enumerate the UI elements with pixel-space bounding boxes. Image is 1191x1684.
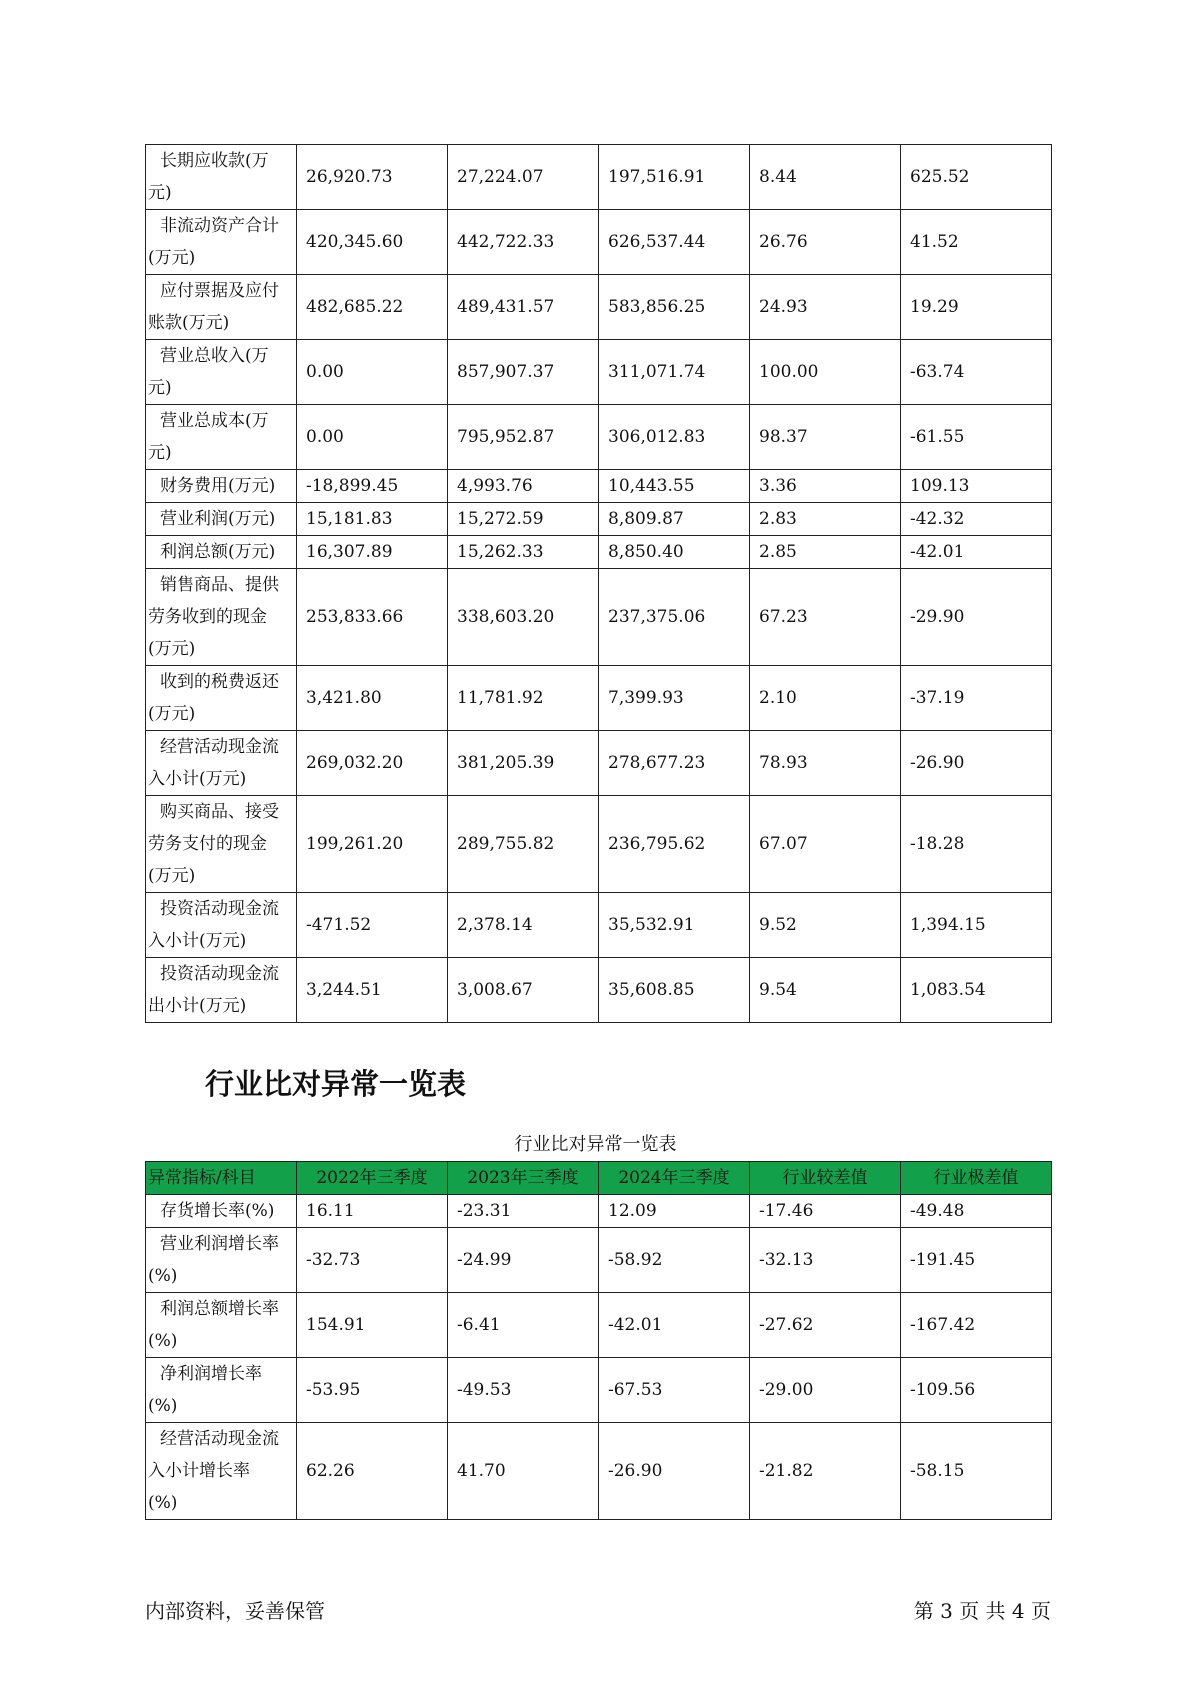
table-cell: 289,755.82 [448,796,599,893]
table-cell: 278,677.23 [599,731,750,796]
table-cell: -18,899.45 [297,470,448,503]
table-cell: -29.90 [901,569,1052,666]
table-cell: -18.28 [901,796,1052,893]
row-label-line: 营业总成本(万 [160,411,269,431]
table-cell: -6.41 [448,1293,599,1358]
table-row [146,666,1052,731]
row-label [146,1293,297,1358]
row-label-line: 账款(万元) [148,313,230,333]
table-cell: 98.37 [750,405,901,470]
table-row [146,1423,1052,1520]
table-cell: 2,378.14 [448,893,599,958]
table-cell: 27,224.07 [448,145,599,210]
table-cell: 26,920.73 [297,145,448,210]
row-label [146,1228,297,1293]
table-cell: 35,608.85 [599,958,750,1023]
table-cell: 16,307.89 [297,536,448,569]
table-cell: 795,952.87 [448,405,599,470]
table-header-row [146,1162,1052,1195]
table-cell: -61.55 [901,405,1052,470]
table-row [146,1195,1052,1228]
row-label-line: 入小计(万元) [148,931,247,951]
table-cell: 583,856.25 [599,275,750,340]
row-label-line: 经营活动现金流 [160,1429,279,1449]
column-header: 异常指标/科目 [146,1162,297,1195]
table-cell: 306,012.83 [599,405,750,470]
table-cell: 41.70 [448,1423,599,1520]
table-cell: 8,809.87 [599,503,750,536]
financial-data-table [145,144,1052,1023]
row-label-line: 销售商品、提供 [160,575,279,595]
table-row [146,731,1052,796]
table-cell: -67.53 [599,1358,750,1423]
table-row [146,470,1052,503]
table-cell: 100.00 [750,340,901,405]
row-label-line: 财务费用(万元) [160,476,276,496]
table-row [146,1293,1052,1358]
table-cell: 109.13 [901,470,1052,503]
table-cell: 7,399.93 [599,666,750,731]
table-cell: 236,795.62 [599,796,750,893]
row-label [146,893,297,958]
table-cell: -42.01 [599,1293,750,1358]
table-cell: 3,244.51 [297,958,448,1023]
table-cell: 237,375.06 [599,569,750,666]
row-label-line: 经营活动现金流 [160,737,279,757]
row-label-line: 投资活动现金流 [160,964,279,984]
table-cell: 626,537.44 [599,210,750,275]
row-label-line: 元) [148,443,172,463]
table-cell: 67.23 [750,569,901,666]
table-cell: -49.53 [448,1358,599,1423]
table-cell: -32.13 [750,1228,901,1293]
row-label-line: 收到的税费返还 [160,672,279,692]
table-cell: 3,008.67 [448,958,599,1023]
table-cell: -21.82 [750,1423,901,1520]
table-cell: -26.90 [599,1423,750,1520]
table-row [146,405,1052,470]
table-cell: -37.19 [901,666,1052,731]
table-cell: -42.01 [901,536,1052,569]
row-label-line: (万元) [148,248,196,268]
table-cell: -27.62 [750,1293,901,1358]
footer-confidential-note: 内部资料，妥善保管 [145,1599,325,1623]
table-cell: 15,181.83 [297,503,448,536]
row-label-line: 净利润增长率 [160,1364,262,1384]
table-cell: -23.31 [448,1195,599,1228]
table-cell: 197,516.91 [599,145,750,210]
table-cell: 35,532.91 [599,893,750,958]
table-cell: 442,722.33 [448,210,599,275]
row-label-line: 长期应收款(万 [160,151,269,171]
row-label [146,569,297,666]
row-label-line: 入小计(万元) [148,769,247,789]
row-label-line: (%) [148,1266,178,1286]
table-cell: 78.93 [750,731,901,796]
table-cell: 1,083.54 [901,958,1052,1023]
table-cell: 8.44 [750,145,901,210]
table-cell: 9.52 [750,893,901,958]
table-cell: 41.52 [901,210,1052,275]
row-label-line: 应付票据及应付 [160,281,279,301]
row-label-line: 入小计增长率 [148,1461,250,1481]
row-label-line: 营业利润增长率 [160,1234,279,1254]
column-header: 2023年三季度 [448,1162,599,1195]
column-header: 行业极差值 [901,1162,1052,1195]
table-cell: 482,685.22 [297,275,448,340]
section-title: 行业比对异常一览表 [205,1067,467,1101]
table-cell: 67.07 [750,796,901,893]
row-label-line: 存货增长率(%) [160,1201,275,1221]
row-label [146,1423,297,1520]
table-cell: 19.29 [901,275,1052,340]
table-caption: 行业比对异常一览表 [514,1134,677,1155]
table-cell: 2.83 [750,503,901,536]
row-label [146,796,297,893]
table-cell: 338,603.20 [448,569,599,666]
row-label [146,958,297,1023]
row-label [146,503,297,536]
table-cell: 269,032.20 [297,731,448,796]
table-cell: 489,431.57 [448,275,599,340]
row-label-line: (%) [148,1493,178,1513]
row-label [146,1358,297,1423]
row-label [146,145,297,210]
table-cell: 625.52 [901,145,1052,210]
row-label [146,1195,297,1228]
row-label-line: 利润总额增长率 [160,1299,279,1319]
table-cell: 16.11 [297,1195,448,1228]
row-label-line: 营业利润(万元) [160,509,276,529]
table-cell: 4,993.76 [448,470,599,503]
table-cell: 3.36 [750,470,901,503]
table-cell: 311,071.74 [599,340,750,405]
row-label [146,536,297,569]
row-label-line: 元) [148,183,172,203]
table-cell: -42.32 [901,503,1052,536]
table-cell: -29.00 [750,1358,901,1423]
table-cell: 15,262.33 [448,536,599,569]
table-cell: 253,833.66 [297,569,448,666]
table-cell: -191.45 [901,1228,1052,1293]
row-label-line: 劳务支付的现金 [148,834,267,854]
table-cell: -32.73 [297,1228,448,1293]
row-label-line: 劳务收到的现金 [148,607,267,627]
table-cell: 62.26 [297,1423,448,1520]
row-label-line: 元) [148,378,172,398]
table-cell: 10,443.55 [599,470,750,503]
row-label [146,666,297,731]
table-cell: 154.91 [297,1293,448,1358]
table-cell: 15,272.59 [448,503,599,536]
row-label-line: (%) [148,1331,178,1351]
row-label [146,210,297,275]
table-cell: -58.15 [901,1423,1052,1520]
row-label-line: 投资活动现金流 [160,899,279,919]
table-cell: 857,907.37 [448,340,599,405]
table-row [146,569,1052,666]
table-cell: -471.52 [297,893,448,958]
row-label-line: (万元) [148,866,196,886]
row-label-line: 非流动资产合计 [160,216,279,236]
table-cell: 3,421.80 [297,666,448,731]
table-row [146,1228,1052,1293]
table-cell: 8,850.40 [599,536,750,569]
table-cell: -49.48 [901,1195,1052,1228]
table-cell: 381,205.39 [448,731,599,796]
row-label-line: (万元) [148,639,196,659]
table-cell: 420,345.60 [297,210,448,275]
table-cell: 9.54 [750,958,901,1023]
table-cell: 11,781.92 [448,666,599,731]
table-cell: 1,394.15 [901,893,1052,958]
table-row [146,796,1052,893]
table-cell: -109.56 [901,1358,1052,1423]
table-row [146,275,1052,340]
table-cell: 24.93 [750,275,901,340]
footer-page-number: 第 3 页 共 4 页 [913,1599,1051,1623]
row-label-line: 购买商品、接受 [160,802,279,822]
table-cell: 0.00 [297,405,448,470]
table-cell: 2.85 [750,536,901,569]
column-header: 2022年三季度 [297,1162,448,1195]
row-label [146,470,297,503]
table-cell: 199,261.20 [297,796,448,893]
table-cell: -63.74 [901,340,1052,405]
row-label-line: (万元) [148,704,196,724]
row-label-line: 营业总收入(万 [160,346,269,366]
table-cell: 12.09 [599,1195,750,1228]
table-cell: -17.46 [750,1195,901,1228]
table-row [146,145,1052,210]
column-header: 行业较差值 [750,1162,901,1195]
table-cell: -167.42 [901,1293,1052,1358]
table-row [146,210,1052,275]
table-cell: -58.92 [599,1228,750,1293]
table-cell: 0.00 [297,340,448,405]
row-label [146,405,297,470]
row-label-line: 利润总额(万元) [160,542,276,562]
table-cell: 2.10 [750,666,901,731]
table-cell: -24.99 [448,1228,599,1293]
table-row [146,536,1052,569]
table-cell: -53.95 [297,1358,448,1423]
row-label [146,731,297,796]
column-header: 2024年三季度 [599,1162,750,1195]
table-row [146,958,1052,1023]
table-row [146,893,1052,958]
table-row [146,503,1052,536]
table-row [146,1358,1052,1423]
table-row [146,340,1052,405]
table-cell: -26.90 [901,731,1052,796]
industry-anomaly-table [145,1161,1052,1520]
row-label-line: (%) [148,1396,178,1416]
row-label [146,275,297,340]
row-label-line: 出小计(万元) [148,996,247,1016]
table-cell: 26.76 [750,210,901,275]
row-label [146,340,297,405]
